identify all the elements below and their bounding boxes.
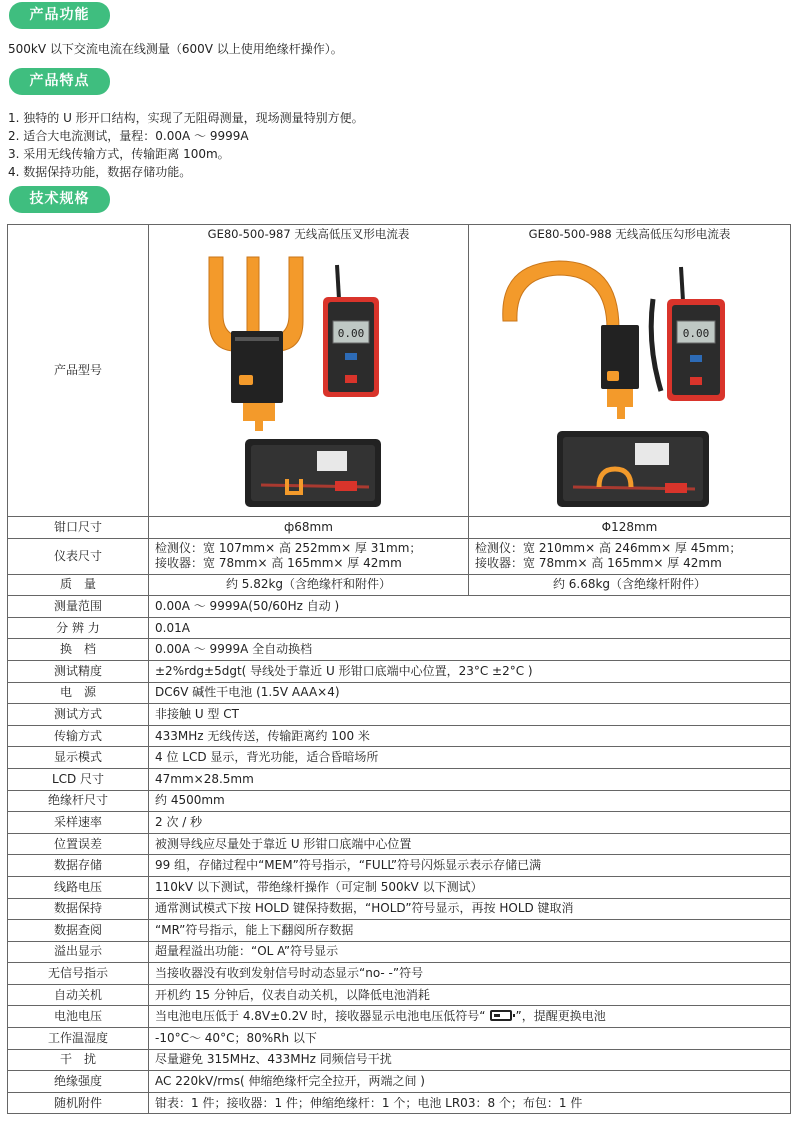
table-row — [8, 855, 791, 877]
row-label: 自动关机 — [8, 984, 149, 1006]
row-label: 数据查阅 — [8, 920, 149, 942]
table-row — [8, 574, 791, 596]
row-label: LCD 尺寸 — [8, 768, 149, 790]
row-label: 显示模式 — [8, 747, 149, 769]
value-line: ф68mm — [284, 519, 333, 534]
table-row — [8, 768, 791, 790]
table-row — [8, 704, 791, 726]
row-value: 当接收器没有收到发射信号时动态显示“no- -”符号 — [149, 963, 791, 985]
row-label: 测量范围 — [8, 596, 149, 618]
low-battery-icon — [490, 1010, 512, 1021]
function-text: 500kV 以下交流电流在线测量（600V 以上使用绝缘杆操作）。 — [8, 42, 343, 56]
hook-clamp-meter-image — [469, 225, 789, 515]
row-value-left — [149, 538, 469, 574]
row-value: ±2%rdg±5dgt( 导线处于靠近 U 形钳口底端中心位置，23°C ±2°C ) — [149, 660, 791, 682]
feature-item: 2. 适合大电流测试，量程：0.00A ～ 9999A — [8, 129, 249, 143]
table-row — [8, 1092, 791, 1114]
row-label: 数据存储 — [8, 855, 149, 877]
table-row — [8, 790, 791, 812]
value-line: Φ128mm — [601, 519, 658, 534]
table-row — [8, 1006, 791, 1028]
row-label: 干 扰 — [8, 1049, 149, 1071]
row-label: 采样速率 — [8, 812, 149, 834]
section-tag-features: 产品特点 — [9, 68, 110, 95]
row-label: 绝缘杆尺寸 — [8, 790, 149, 812]
spec-table — [7, 224, 791, 1114]
table-row — [8, 725, 791, 747]
table-row — [8, 682, 791, 704]
product-cell-hook — [469, 225, 791, 517]
row-label: 随机附件 — [8, 1092, 149, 1114]
row-label: 测试精度 — [8, 660, 149, 682]
value-text: ”，提醒更换电池 — [515, 1009, 606, 1024]
row-value: 被测导线应尽量处于靠近 U 形钳口底端中心位置 — [149, 833, 791, 855]
value-line: 约 5.82kg（含绝缘杆和附件） — [225, 577, 392, 592]
row-label: 传输方式 — [8, 725, 149, 747]
row-label: 线路电压 — [8, 876, 149, 898]
value-line: 检测仪：宽 210mm× 高 246mm× 厚 45mm； — [475, 541, 742, 556]
row-label: 绝缘强度 — [8, 1071, 149, 1093]
lcd-readout: 0.00 — [337, 327, 365, 340]
table-row — [8, 639, 791, 661]
value-line: 接收器：宽 78mm× 高 165mm× 厚 42mm — [155, 556, 402, 571]
row-value: 0.00A ～ 9999A 全自动换档 — [149, 639, 791, 661]
row-label: 工作温湿度 — [8, 1028, 149, 1050]
feature-item: 4. 数据保持功能，数据存储功能。 — [8, 165, 192, 179]
product-title: GE80-500-988 无线高低压勾形电流表 — [528, 227, 731, 241]
row-label: 电 源 — [8, 682, 149, 704]
row-value: 0.00A ～ 9999A(50/60Hz 自动 ) — [149, 596, 791, 618]
row-value-right — [469, 538, 791, 574]
row-value: 开机约 15 分钟后，仪表自动关机，以降低电池消耗 — [149, 984, 791, 1006]
value-text: 当电池电压低于 4.8V±0.2V 时，接收器显示电池电压低符号“ — [155, 1009, 486, 1024]
row-value: 非接触 U 型 CT — [149, 704, 791, 726]
table-row — [8, 596, 791, 618]
row-value: 0.01A — [149, 617, 791, 639]
table-row — [8, 1049, 791, 1071]
fork-clamp-meter-image — [149, 225, 467, 515]
table-row — [8, 963, 791, 985]
row-label: 位置误差 — [8, 833, 149, 855]
product-title: GE80-500-987 无线高低压叉形电流表 — [207, 227, 410, 241]
row-label: 钳口尺寸 — [8, 517, 149, 539]
row-value-right — [469, 517, 791, 539]
row-value: 尽量避免 315MHz、433MHz 同频信号干扰 — [149, 1049, 791, 1071]
table-row — [8, 225, 791, 517]
row-label: 电池电压 — [8, 1006, 149, 1028]
row-label: 换 档 — [8, 639, 149, 661]
row-value: 110kV 以下测试，带绝缘杆操作（可定制 500kV 以下测试） — [149, 876, 791, 898]
row-value — [149, 1006, 791, 1028]
row-label: 产品型号 — [8, 225, 149, 517]
table-row — [8, 876, 791, 898]
lcd-readout: 0.00 — [682, 327, 710, 340]
table-row — [8, 920, 791, 942]
row-value: “MR”符号指示，能上下翻阅所存数据 — [149, 920, 791, 942]
row-value: 4 位 LCD 显示，背光功能，适合昏暗场所 — [149, 747, 791, 769]
row-value: 2 次 / 秒 — [149, 812, 791, 834]
table-row — [8, 517, 791, 539]
row-label: 溢出显示 — [8, 941, 149, 963]
table-row — [8, 747, 791, 769]
table-row — [8, 812, 791, 834]
table-row — [8, 538, 791, 574]
value-line: 接收器：宽 78mm× 高 165mm× 厚 42mm — [475, 556, 722, 571]
row-label: 数据保持 — [8, 898, 149, 920]
row-label: 无信号指示 — [8, 963, 149, 985]
row-value-left — [149, 574, 469, 596]
table-row — [8, 833, 791, 855]
product-cell-fork — [149, 225, 469, 517]
section-tag-function: 产品功能 — [9, 2, 110, 29]
row-label: 质 量 — [8, 574, 149, 596]
row-value: -10°C～ 40°C；80%Rh 以下 — [149, 1028, 791, 1050]
row-value: 约 4500mm — [149, 790, 791, 812]
value-line: 约 6.68kg（含绝缘杆附件） — [552, 577, 707, 592]
table-row — [8, 898, 791, 920]
table-row — [8, 617, 791, 639]
row-value: AC 220kV/rms( 伸缩绝缘杆完全拉开，两端之间 ) — [149, 1071, 791, 1093]
row-value: 通常测试模式下按 HOLD 键保持数据，“HOLD”符号显示，再按 HOLD 键取消 — [149, 898, 791, 920]
section-tag-specs: 技术规格 — [9, 186, 110, 213]
table-row — [8, 1028, 791, 1050]
row-label: 分 辨 力 — [8, 617, 149, 639]
row-value: 钳表：1 件；接收器：1 件；伸缩绝缘杆：1 个；电池 LR03：8 个；布包：1 件 — [149, 1092, 791, 1114]
feature-item: 1. 独特的 U 形开口结构，实现了无阻碍测量，现场测量特别方便。 — [8, 111, 364, 125]
feature-item: 3. 采用无线传输方式，传输距离 100m。 — [8, 147, 230, 161]
row-value-right — [469, 574, 791, 596]
row-value-left — [149, 517, 469, 539]
table-row — [8, 1071, 791, 1093]
table-row — [8, 660, 791, 682]
table-row — [8, 941, 791, 963]
row-value: 433MHz 无线传送，传输距离约 100 米 — [149, 725, 791, 747]
value-line: 检测仪：宽 107mm× 高 252mm× 厚 31mm； — [155, 541, 422, 556]
row-value: 99 组，存储过程中“MEM”符号指示，“FULL”符号闪烁显示表示存储已满 — [149, 855, 791, 877]
table-row — [8, 984, 791, 1006]
row-label: 测试方式 — [8, 704, 149, 726]
row-value: 47mm×28.5mm — [149, 768, 791, 790]
row-label: 仪表尺寸 — [8, 538, 149, 574]
row-value: 超量程溢出功能：“OL A”符号显示 — [149, 941, 791, 963]
row-value: DC6V 碱性干电池 (1.5V AAA×4) — [149, 682, 791, 704]
